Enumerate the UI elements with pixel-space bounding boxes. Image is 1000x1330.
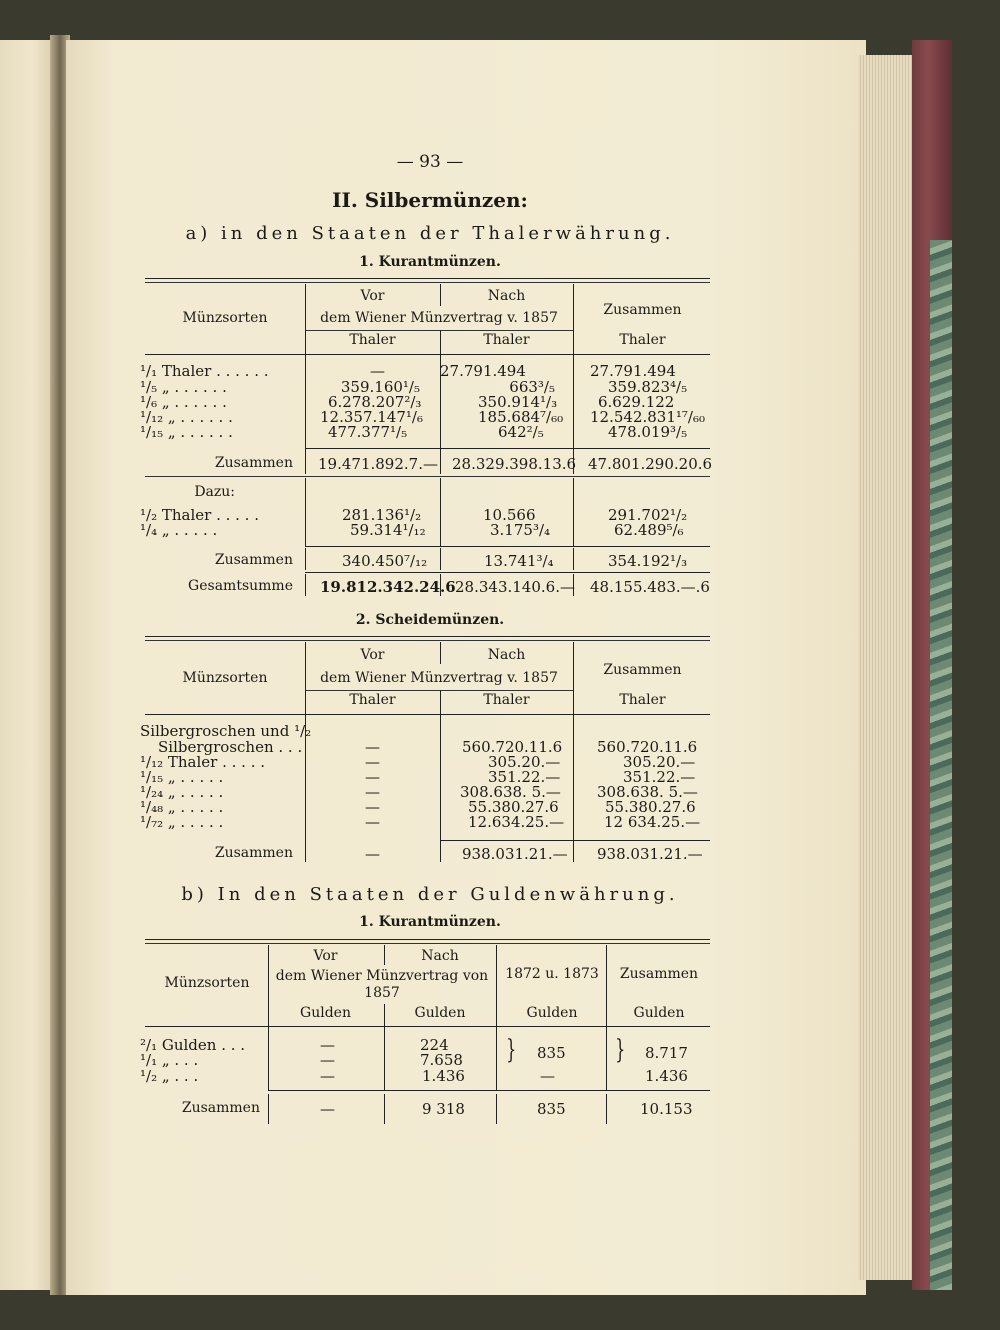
table-row-label: ¹/₂ Thaler . . . . .: [140, 506, 259, 524]
table-cell-vor: —: [320, 1067, 335, 1085]
table1-vrule-sum2-1: [305, 548, 306, 570]
table3-sum-vor: —: [320, 1100, 335, 1118]
table-cell-zus: 27.791.494: [590, 362, 676, 380]
table2-header-rule: [145, 714, 710, 715]
table-cell-nach: 350.914¹/₃: [478, 393, 558, 411]
table2-col-vertrag: dem Wiener Münzvertrag v. 1857: [320, 670, 558, 686]
table1-vrule-dazu-1: [305, 478, 306, 546]
table3-vrule-sum-4: [606, 1094, 607, 1124]
table-cell-nach: 663³/₅: [509, 378, 555, 396]
table2-top-rule: [145, 636, 710, 637]
table-row-label: Silbergroschen und ¹/₂: [140, 722, 312, 740]
table2-sum-label: Zusammen: [214, 845, 293, 861]
table-cell-nach: 308.638. 5.—: [460, 783, 561, 801]
table1-sum2-nach: 13.741³/₄: [484, 552, 554, 570]
table-row-label: ¹/₄ „ . . . . .: [140, 521, 218, 539]
table2-vrule-3: [573, 642, 574, 842]
table-cell-zus: 308.638. 5.—: [597, 783, 698, 801]
table1-unit-nach: Thaler: [483, 332, 530, 348]
table3-col-zusammen: Zusammen: [619, 966, 699, 982]
table-row-label: ¹/₁₅ „ . . . . . .: [140, 423, 233, 441]
table-cell-vor: —: [320, 1051, 335, 1069]
table-row-label: ¹/₁ „ . . .: [140, 1051, 199, 1069]
brace-1872: }: [506, 1035, 517, 1065]
table1-vrule-2a: [440, 284, 441, 306]
table1-sum-zus: 47.801.290.20.6: [588, 455, 713, 473]
table-cell-vor: 59.314¹/₁₂: [350, 521, 426, 539]
table2-sum-vor: —: [365, 845, 380, 863]
table1-col-sorten: Münzsorten: [182, 310, 268, 326]
table1-vrule-sum2-3: [573, 548, 574, 570]
table3-unit-vor: Gulden: [300, 1005, 351, 1021]
table1-top-rule-2: [145, 282, 710, 283]
table-cell-vor: —: [320, 1036, 335, 1054]
table1-sum-bottom-rule: [145, 476, 710, 477]
table-row-label: ¹/₁₅ „ . . . . .: [140, 768, 224, 786]
table-cell-nach: 12.634.25.—: [468, 813, 565, 831]
table1-sum2-label: Zusammen: [214, 552, 293, 568]
table1-sum2-vor: 340.450⁷/₁₂: [342, 552, 428, 570]
table1-dazu: Dazu:: [194, 484, 235, 500]
table-cell-vor: —: [365, 753, 380, 771]
table1-vrule-sum-1: [305, 452, 306, 474]
table-cell-vor: 281.136¹/₂: [342, 506, 422, 524]
table2-title: 2. Scheidemünzen.: [355, 612, 505, 628]
table-cell-nach: 305.20.—: [488, 753, 561, 771]
table1-vrule-sum-2: [440, 452, 441, 474]
table-cell-zus: 351.22.—: [623, 768, 696, 786]
table1-sum-label: Zusammen: [214, 455, 293, 471]
table1-subheader-rule: [305, 330, 573, 331]
table2-vrule-sum-2: [440, 842, 441, 862]
table-row-label: ¹/₂ „ . . .: [140, 1067, 199, 1085]
table2-col-vor: Vor: [360, 647, 385, 663]
table2-vrule-sum-1: [305, 842, 306, 862]
table2-subheader-rule: [305, 690, 573, 691]
table3-vrule-2a: [384, 945, 385, 965]
section-b-title: b) In den Staaten der Guldenwährung.: [181, 884, 679, 905]
table3-unit-nach: Gulden: [414, 1005, 466, 1021]
table-row-label: ¹/₄₈ „ . . . . .: [140, 798, 224, 816]
table2-sum-rule: [440, 840, 710, 841]
table2-vrule-sum-3: [573, 842, 574, 862]
table3-vrule-3: [496, 945, 497, 1090]
table1-unit-zus: Thaler: [619, 332, 666, 348]
table-cell-zus: 62.489⁵/₆: [614, 521, 684, 539]
table1-header-rule: [145, 354, 710, 355]
table-cell-zus: 359.823⁴/₅: [608, 378, 688, 396]
table-cell-1872: —: [540, 1067, 555, 1085]
table3-col-nach: Nach: [421, 948, 459, 964]
table2-sum-nach: 938.031.21.—: [462, 845, 568, 863]
table-cell-zus: 8.717: [645, 1044, 688, 1062]
table-cell-nach: 3.175³/₄: [490, 521, 551, 539]
table-cell-nach: 185.684⁷/₆₀: [478, 408, 564, 426]
table1-col-vertrag: dem Wiener Münzvertrag v. 1857: [320, 310, 558, 326]
table1-total-vor: 19.812.342.24.6: [320, 578, 456, 596]
table3-col-vertrag: dem Wiener Münzvertrag von: [275, 968, 489, 984]
table3-header-rule: [145, 1026, 710, 1027]
table-cell-nach: 7.658: [420, 1051, 463, 1069]
table3-unit-1872: Gulden: [526, 1005, 578, 1021]
table1-sum-rule: [305, 448, 710, 449]
table-cell-vor: 12.357.147¹/₆: [320, 408, 423, 426]
table-row-label: ²/₁ Gulden . . .: [140, 1036, 246, 1054]
table-cell-vor: —: [370, 362, 385, 380]
table1-total-rule: [305, 572, 710, 573]
table-cell-nach: 10.566: [483, 506, 536, 524]
table1-top-rule: [145, 278, 710, 279]
table2-col-nach: Nach: [487, 647, 526, 663]
table-cell-zus: 12.542.831¹⁷/₆₀: [590, 408, 705, 426]
table3-vrule-1: [268, 945, 269, 1090]
section-a-title: a) in den Staaten der Thalerwährung.: [185, 223, 675, 244]
table-cell-vor: 6.278.207²/₃: [328, 393, 422, 411]
table-cell-zus: 291.702¹/₂: [608, 506, 688, 524]
table1-vrule-dazu-3: [573, 478, 574, 546]
table2-unit-zus: Thaler: [619, 692, 666, 708]
table-cell-vor: 477.377¹/₅: [328, 423, 408, 441]
table1-total-zus: 48.155.483.—.6: [590, 578, 710, 596]
table-cell-zus: 1.436: [645, 1067, 688, 1085]
table-row-label: ¹/₁ Thaler . . . . . .: [140, 362, 269, 380]
table3-sum-1872: 835: [537, 1100, 566, 1118]
table-cell-1872: 835: [537, 1044, 566, 1062]
table-row-label: ¹/₇₂ „ . . . . .: [140, 813, 224, 831]
table-row-label: Silbergroschen . . .: [158, 738, 303, 756]
table-cell-nach: 642²/₅: [498, 423, 544, 441]
table1-vrule-dazu-2: [440, 478, 441, 546]
table2-vrule-1: [305, 642, 306, 842]
table-row-label: ¹/₂₄ „ . . . . .: [140, 783, 224, 801]
table2-col-sorten: Münzsorten: [182, 670, 268, 686]
table1-sum-nach: 28.329.398.13.6: [452, 455, 577, 473]
marbled-endpaper: [930, 240, 952, 1290]
page-edges: [858, 55, 918, 1280]
table-cell-nach: 224: [420, 1036, 449, 1054]
table-cell-nach: 560.720.11.6: [462, 738, 563, 756]
table3-sum-label: Zusammen: [181, 1100, 260, 1116]
table3-sum-rule: [268, 1090, 710, 1091]
table2-sum-zus: 938.031.21.—: [597, 845, 703, 863]
table3-col-year: 1857: [364, 985, 400, 1001]
table-cell-vor: —: [365, 783, 380, 801]
table2-top-rule-2: [145, 640, 710, 641]
table3-col-sorten: Münzsorten: [164, 975, 250, 991]
table1-col-nach: Nach: [487, 288, 526, 304]
table-row-label: ¹/₁₂ Thaler . . . . .: [140, 753, 265, 771]
table-cell-nach: 55.380.27.6: [468, 798, 559, 816]
table1-vrule-3: [573, 284, 574, 452]
table-cell-zus: 560.720.11.6: [597, 738, 698, 756]
table1-vrule-total-1: [305, 574, 306, 596]
table-cell-zus: 305.20.—: [623, 753, 696, 771]
table3-title: 1. Kurantmünzen.: [359, 914, 501, 930]
table1-sum-vor: 19.471.892.7.—: [318, 455, 438, 473]
table-row-label: ¹/₁₂ „ . . . . . .: [140, 408, 233, 426]
table2-vrule-2a: [440, 642, 441, 664]
table-cell-nach: 27.791.494: [440, 362, 526, 380]
table3-vrule-sum-1: [268, 1094, 269, 1124]
table3-col-vor: Vor: [313, 948, 338, 964]
table3-sum-nach: 9 318: [422, 1100, 465, 1118]
table1-sum2-rule: [305, 546, 710, 547]
table1-col-zusammen: Zusammen: [603, 302, 682, 318]
table1-total-nach: 28.343.140.6.—: [455, 578, 575, 596]
table-cell-vor: —: [365, 798, 380, 816]
left-page-edge: [0, 40, 55, 1290]
table3-vrule-sum-3: [496, 1094, 497, 1124]
table-cell-zus: 55.380.27.6: [605, 798, 696, 816]
table-cell-nach: 1.436: [422, 1067, 465, 1085]
table1-unit-vor: Thaler: [349, 332, 396, 348]
table3-sum-zus: 10.153: [640, 1100, 693, 1118]
brace-zus: }: [615, 1035, 626, 1065]
table2-unit-nach: Thaler: [483, 692, 530, 708]
table-cell-vor: —: [365, 738, 380, 756]
table1-title: 1. Kurantmünzen.: [359, 254, 501, 270]
table2-vrule-2b: [440, 690, 441, 842]
table-cell-zus: 478.019³/₅: [608, 423, 688, 441]
page-number: — 93 —: [396, 152, 464, 172]
table-cell-zus: 12 634.25.—: [604, 813, 701, 831]
table3-vrule-4: [606, 945, 607, 1090]
table3-vrule-2b: [384, 1004, 385, 1090]
table3-vrule-sum-2: [384, 1094, 385, 1124]
table3-col-1872: 1872 u. 1873: [505, 966, 599, 982]
table2-col-zusammen: Zusammen: [603, 662, 682, 678]
table-cell-zus: 6.629.122: [598, 393, 675, 411]
table3-top-rule-2: [145, 943, 710, 944]
table3-unit-zus: Gulden: [633, 1005, 685, 1021]
table2-unit-vor: Thaler: [349, 692, 396, 708]
table-cell-vor: 359.160¹/₅: [340, 378, 420, 396]
table1-sum2-zus: 354.192¹/₃: [608, 552, 688, 570]
table1-total-label: Gesamtsumme: [188, 578, 293, 594]
table3-top-rule: [145, 939, 710, 940]
table-cell-vor: —: [365, 768, 380, 786]
table1-vrule-sum2-2: [440, 548, 441, 570]
table-cell-nach: 351.22.—: [488, 768, 561, 786]
main-heading: II. Silbermünzen:: [332, 188, 528, 212]
table-row-label: ¹/₅ „ . . . . . .: [140, 378, 227, 396]
table1-col-vor: Vor: [360, 288, 385, 304]
table-cell-vor: —: [365, 813, 380, 831]
table-row-label: ¹/₆ „ . . . . . .: [140, 393, 227, 411]
